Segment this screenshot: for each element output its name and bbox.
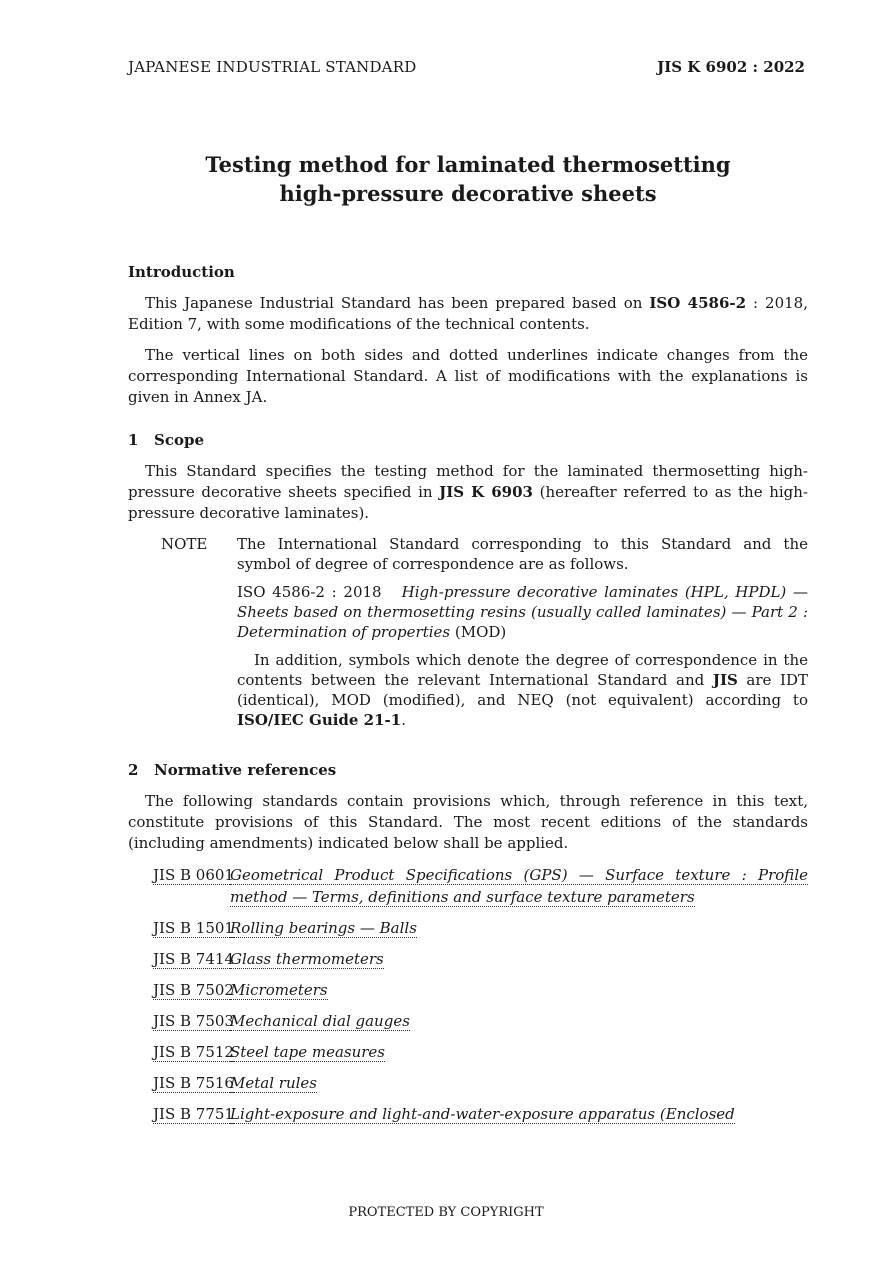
scope-text-b: (hereafter referred to as the high-pressure decorative laminates). <box>128 483 808 522</box>
reference-code-text: JIS B 7516 <box>153 1074 234 1092</box>
reference-title-text: Micrometers <box>230 981 328 999</box>
normative-references-heading <box>128 760 808 781</box>
reference-title-text: Light-exposure and light-and-water-exposure apparatus (Enclosed <box>230 1105 735 1123</box>
normative-title: Normative references <box>154 761 337 779</box>
document-title <box>128 150 808 208</box>
reference-item <box>128 1072 808 1094</box>
reference-item <box>128 864 808 908</box>
reference-item <box>128 1041 808 1063</box>
reference-title-text: Geometrical Product Specifications (GPS) — Surface texture : Profile method — Terms, definitions and surface texture parameters <box>230 866 808 906</box>
scope-title: Scope <box>154 431 205 449</box>
reference-title <box>230 979 808 1001</box>
note-label: NOTE <box>161 535 208 553</box>
reference-item <box>128 948 808 970</box>
reference-title <box>230 1103 808 1125</box>
note-p3-text-a: In addition, symbols which denote the degree of correspondence in the contents between the relevant International Standard and <box>237 651 808 689</box>
note-p3-text-b: are IDT (identical), MOD (modified), and NEQ (not equivalent) according to <box>237 671 809 709</box>
reference-code <box>128 864 234 908</box>
intro-p1-iso-ref: ISO 4586-2 <box>649 294 747 312</box>
reference-code <box>128 1010 234 1032</box>
reference-code <box>128 1072 234 1094</box>
scope-jis-ref: JIS K 6903 <box>439 483 533 501</box>
reference-title-text: Glass thermometers <box>230 950 384 968</box>
reference-title-text: Mechanical dial gauges <box>230 1012 410 1030</box>
normative-paragraph: The following standards contain provisions which, through reference in this text, constitute provisions of this Standard. The most recent editions of the standards (including amendments) indicated below shall be applied. <box>128 792 808 852</box>
scope-note <box>128 534 808 738</box>
scope-number: 1 <box>128 431 139 449</box>
reference-code-text: JIS B 7751 <box>153 1105 234 1123</box>
reference-code <box>128 948 234 970</box>
note-p3-text-c: . <box>401 711 406 729</box>
introduction-paragraph-1 <box>128 293 808 335</box>
note-iso-title: High-pressure decorative laminates (HPL, HPDL) — Sheets based on thermosetting resins (usually called laminates) — Part 2 : Determination of properties <box>237 583 808 641</box>
header-left: JAPANESE INDUSTRIAL STANDARD <box>128 58 417 76</box>
reference-code-text: JIS B 7502 <box>153 981 234 999</box>
note-paragraph-3 <box>237 650 808 730</box>
normative-number: 2 <box>128 761 139 779</box>
copyright-footer: PROTECTED BY COPYRIGHT <box>348 1205 544 1220</box>
scope-paragraph <box>128 461 808 524</box>
reference-code-text: JIS B 7414 <box>153 950 234 968</box>
reference-title <box>230 864 808 908</box>
reference-title <box>230 917 808 939</box>
reference-code-text: JIS B 7503 <box>153 1012 234 1030</box>
reference-item <box>128 1103 808 1125</box>
document-body <box>128 262 808 1134</box>
scope-heading <box>128 430 808 451</box>
reference-title-text: Metal rules <box>230 1074 317 1092</box>
intro-p1-text-a: This Japanese Industrial Standard has been prepared based on <box>145 294 650 312</box>
reference-code <box>128 979 234 1001</box>
reference-item <box>128 979 808 1001</box>
reference-code <box>128 1041 234 1063</box>
reference-list <box>128 864 808 1125</box>
note-iso-correspondence <box>237 582 808 642</box>
title-line-2: high-pressure decorative sheets <box>279 181 657 206</box>
reference-title-text: Steel tape measures <box>230 1043 385 1061</box>
note-body <box>237 534 808 738</box>
introduction-heading: Introduction <box>128 263 235 281</box>
introduction-paragraph-2: The vertical lines on both sides and dotted underlines indicate changes from the corresponding International Standard. A list of modifications with the explanations is given in Annex JA. <box>128 346 808 406</box>
reference-code-text: JIS B 1501 <box>153 919 234 937</box>
reference-title-text: Rolling bearings — Balls <box>230 919 417 937</box>
scope-text-a: This Standard specifies the testing method for the laminated thermosetting high-pressure decorative sheets specified in <box>128 462 808 501</box>
reference-title <box>230 1072 808 1094</box>
reference-title <box>230 1041 808 1063</box>
reference-code-text: JIS B 0601 <box>153 866 234 884</box>
reference-code-text: JIS B 7512 <box>153 1043 234 1061</box>
title-line-1: Testing method for laminated thermosetting <box>205 152 731 177</box>
intro-p1-text-b: : 2018, Edition 7, with some modifications of the technical contents. <box>128 294 808 333</box>
reference-title <box>230 948 808 970</box>
reference-code <box>128 917 234 939</box>
header-standard-number: JIS K 6902 : 2022 <box>657 58 805 76</box>
reference-title <box>230 1010 808 1032</box>
reference-code <box>128 1103 234 1125</box>
note-iso-number: ISO 4586-2 : 2018 <box>237 583 382 601</box>
reference-item <box>128 917 808 939</box>
reference-item <box>128 1010 808 1032</box>
note-iso-mod: (MOD) <box>450 623 507 641</box>
note-p3-jis: JIS <box>712 671 738 689</box>
note-p3-guide-ref: ISO/IEC Guide 21-1 <box>237 711 402 729</box>
note-paragraph-1: The International Standard corresponding to this Standard and the symbol of degree of correspondence are as follows. <box>237 535 808 573</box>
